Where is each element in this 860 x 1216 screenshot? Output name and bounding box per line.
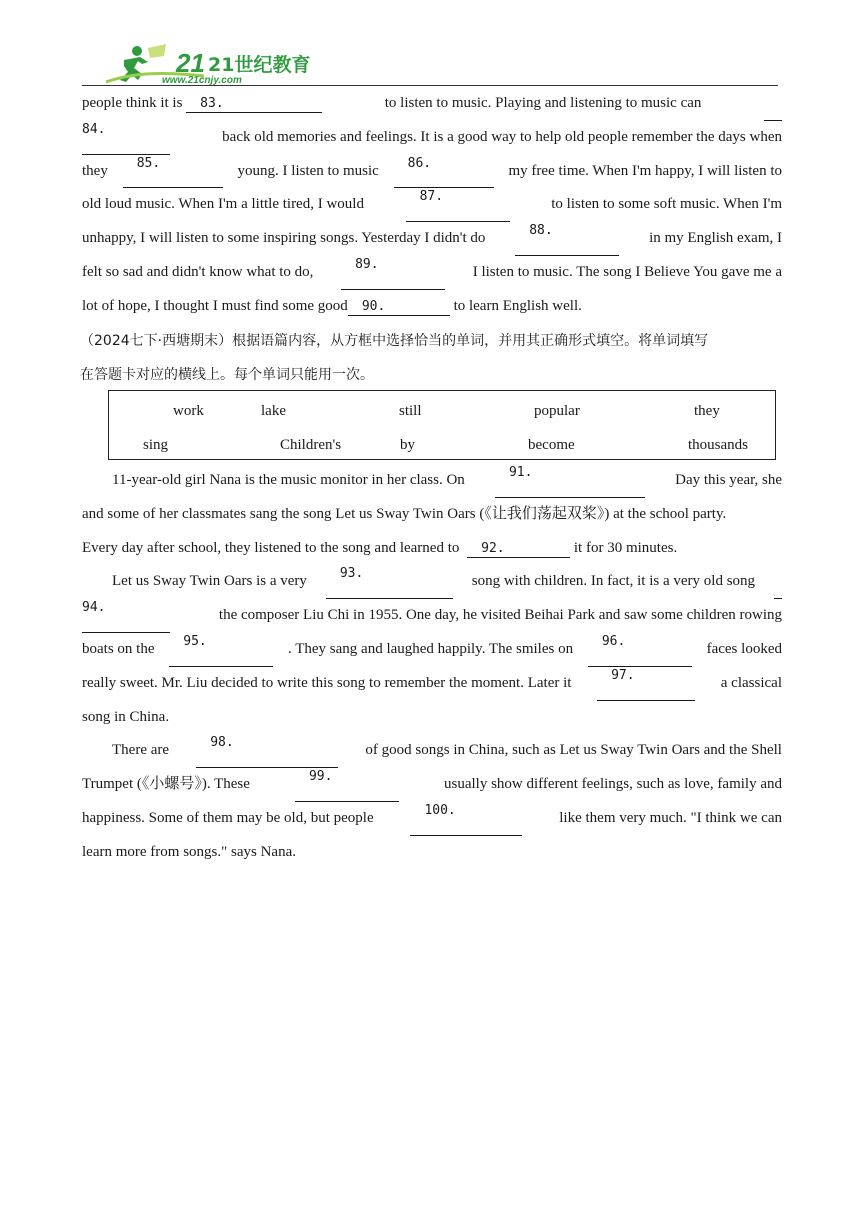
- page-header: [82, 40, 778, 86]
- word-bank-item: work: [173, 403, 204, 419]
- answer-blank-85[interactable]: 85.: [123, 155, 223, 189]
- text-line: 11-year-old girl Nana is the music monitor in her class. On 91. Day this year, she: [82, 464, 782, 498]
- text-line: 94. the composer Liu Chi in 1955. One day, he visited Beihai Park and saw some children rowing: [82, 599, 782, 633]
- word-bank-item: thousands: [688, 437, 748, 453]
- answer-blank-96[interactable]: 96.: [588, 633, 692, 667]
- word-bank-item: by: [400, 437, 415, 453]
- answer-blank-83[interactable]: 83.: [186, 95, 322, 113]
- word-bank-box: [108, 390, 776, 460]
- text-line: 84. back old memories and feelings. It is a good way to help old people remember the days when: [82, 121, 782, 155]
- text-line: Trumpet (《小螺号》). These 99. usually show different feelings, such as love, family and: [82, 768, 782, 802]
- passage-2: [82, 464, 782, 870]
- text-line: learn more from songs." says Nana.: [82, 843, 296, 860]
- instructions: [80, 324, 782, 392]
- svg-text:21世纪教育: 21世纪教育: [208, 54, 311, 76]
- text-line: lot of hope, I thought I must find some good 90. to learn English well.: [82, 297, 582, 314]
- text-line: Let us Sway Twin Oars is a very 93. song with children. In fact, it is a very old song: [82, 565, 782, 599]
- header-divider: [82, 85, 778, 86]
- word-bank-item: lake: [261, 403, 286, 419]
- answer-blank-94-start[interactable]: [774, 565, 782, 599]
- text-line: really sweet. Mr. Liu decided to write this song to remember the moment. Later it 97. a classical: [82, 667, 782, 701]
- answer-blank-88[interactable]: 88.: [515, 222, 619, 256]
- answer-blank-98[interactable]: 98.: [196, 734, 338, 768]
- answer-blank-94[interactable]: 94.: [82, 599, 170, 633]
- answer-blank-92[interactable]: 92.: [467, 540, 570, 558]
- text-line: old loud music. When I'm a little tired, I would 87. to listen to some soft music. When I'm: [82, 188, 782, 222]
- text-line: people think it is 83. to listen to music. Playing and listening to music can: [82, 87, 782, 121]
- text-line: There are 98. of good songs in China, such as Let us Sway Twin Oars and the Shell: [82, 734, 782, 768]
- answer-blank-93[interactable]: 93.: [326, 565, 453, 599]
- answer-blank-84-start[interactable]: [764, 87, 782, 121]
- svg-text:www.21cnjy.com: www.21cnjy.com: [162, 75, 242, 86]
- word-bank-item: still: [399, 403, 422, 419]
- word-bank-item: they: [694, 403, 720, 419]
- text-line: and some of her classmates sang the song Let us Sway Twin Oars (《让我们荡起双桨》) at the school party.: [82, 505, 727, 522]
- answer-blank-87[interactable]: 87.: [406, 188, 510, 222]
- passage-1: [82, 87, 782, 324]
- worksheet-content: [82, 87, 782, 392]
- word-bank-item: Children's: [280, 437, 342, 453]
- answer-blank-84[interactable]: 84.: [82, 121, 170, 155]
- text-line: felt so sad and didn't know what to do, 89. I listen to music. The song I Believe You gave me a: [82, 256, 782, 290]
- answer-blank-97[interactable]: 97.: [597, 667, 695, 701]
- 21cnjy-logo: [104, 42, 311, 86]
- answer-blank-91[interactable]: 91.: [495, 464, 645, 498]
- word-bank-item: popular: [534, 403, 580, 419]
- answer-blank-90[interactable]: 90.: [348, 298, 450, 316]
- answer-blank-89[interactable]: 89.: [341, 256, 445, 290]
- text-line: unhappy, I will listen to some inspiring songs. Yesterday I didn't do 88. in my English exam, I: [82, 222, 782, 256]
- instruction-line: （2024七下·西塘期末）根据语篇内容，从方框中选择恰当的单词，并用其正确形式填空。将单词填写: [80, 332, 709, 349]
- answer-blank-100[interactable]: 100.: [410, 802, 522, 836]
- word-bank-item: sing: [143, 437, 169, 453]
- text-line: happiness. Some of them may be old, but people 100. like them very much. "I think we can: [82, 802, 782, 836]
- word-bank-item: become: [528, 437, 575, 453]
- instruction-line: 在答题卡对应的横线上。每个单词只能用一次。: [80, 366, 374, 383]
- text-line: song in China.: [82, 708, 170, 725]
- answer-blank-95[interactable]: 95.: [169, 633, 273, 667]
- svg-text:21: 21: [176, 48, 205, 78]
- answer-blank-99[interactable]: 99.: [295, 768, 399, 802]
- text-line: they 85. young. I listen to music 86. my free time. When I'm happy, I will listen to: [82, 155, 782, 189]
- text-line: boats on the 95. . They sang and laughed happily. The smiles on 96. faces looked: [82, 633, 782, 667]
- answer-blank-86[interactable]: 86.: [394, 155, 494, 189]
- text-line: Every day after school, they listened to the song and learned to 92. it for 30 minutes.: [82, 539, 678, 556]
